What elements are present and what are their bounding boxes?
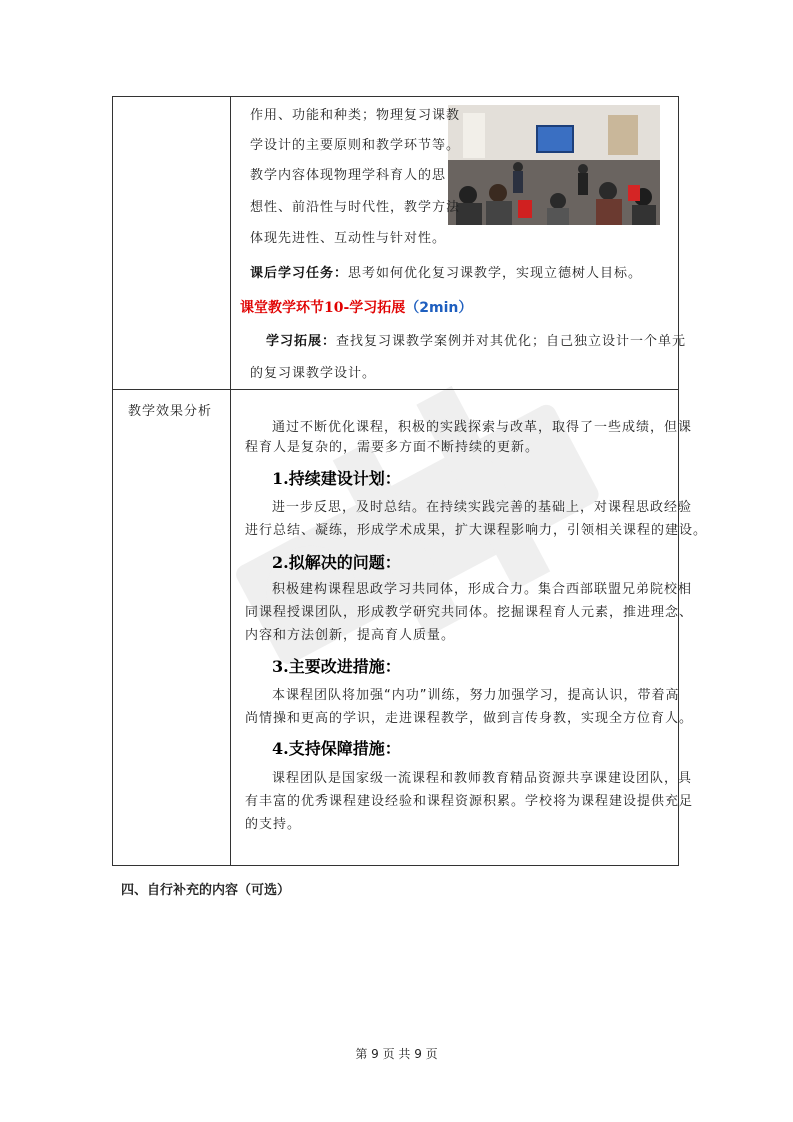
extension-label: 学习拓展： (266, 334, 337, 349)
support-heading: 4.支持保障措施： (272, 739, 401, 758)
analysis-intro-1: 通过不断优化课程，积极的实践探索与改革，取得了一些成绩，但课 (272, 420, 693, 435)
classroom-photo (448, 105, 660, 225)
table-column-divider (230, 97, 231, 865)
after-class-text: 思考如何优化复习课教学，实现立德树人目标。 (348, 266, 643, 281)
table-row-divider (113, 389, 678, 390)
support-text-2: 有丰富的优秀课程建设经验和课程资源积累。学校将为课程建设提供充足 (245, 794, 694, 809)
top-cell-line-5: 体现先进性、互动性与针对性。 (250, 231, 447, 246)
segment-title: 学习拓展 (349, 300, 406, 316)
problems-text-1: 积极建构课程思政学习共同体，形成合力。集合西部联盟兄弟院校相 (272, 582, 693, 597)
improvement-heading: 3.主要改进措施： (272, 657, 401, 676)
support-text-3: 的支持。 (245, 817, 302, 832)
top-cell-line-4: 想性、前沿性与时代性，教学方法 (250, 200, 461, 215)
problems-heading: 2.拟解决的问题： (272, 553, 401, 572)
segment-duration: （2min） (405, 300, 473, 316)
extension-text: 查找复习课教学案例并对其优化；自己独立设计一个单元 (336, 334, 687, 349)
problems-text-2: 同课程授课团队，形成教学研究共同体。挖掘课程育人元素，推进理念、 (245, 605, 694, 620)
top-cell-line-1: 作用、功能和种类；物理复习课教 (250, 108, 461, 123)
segment-number: 10- (324, 300, 350, 316)
after-class-task (250, 266, 642, 282)
support-text-1: 课程团队是国家级一流课程和教师教育精品资源共享课建设团队，具 (272, 771, 693, 786)
plan-text-1: 进一步反思，及时总结。在持续实践完善的基础上，对课程思政经验 (272, 500, 693, 515)
extension-line-2: 的复习课教学设计。 (250, 366, 377, 381)
segment-label: 课堂教学环节 (240, 300, 324, 316)
section-title: 四、自行补充的内容（可选） (121, 883, 291, 898)
segment-heading (240, 300, 472, 316)
plan-heading: 1.持续建设计划： (272, 469, 401, 488)
top-cell-line-3: 教学内容体现物理学科育人的思 (250, 168, 447, 183)
top-cell-line-2: 学设计的主要原则和教学环节等。 (250, 138, 461, 153)
extension-line-1 (266, 334, 686, 350)
analysis-intro-2: 程育人是复杂的，需要多方面不断持续的更新。 (245, 440, 540, 455)
after-class-label: 课后学习任务： (250, 266, 349, 281)
problems-text-3: 内容和方法创新，提高育人质量。 (245, 628, 456, 643)
plan-text-2: 进行总结、凝练，形成学术成果，扩大课程影响力，引领相关课程的建设。 (245, 523, 708, 538)
page-footer: 第 9 页 共 9 页 (355, 1047, 438, 1061)
improvement-text-2: 尚情操和更高的学识，走进课程教学，做到言传身教，实现全方位育人。 (245, 711, 694, 726)
analysis-label: 教学效果分析 (128, 404, 213, 419)
improvement-text-1: 本课程团队将加强“内功”训练，努力加强学习，提高认识，带着高 (272, 688, 680, 703)
